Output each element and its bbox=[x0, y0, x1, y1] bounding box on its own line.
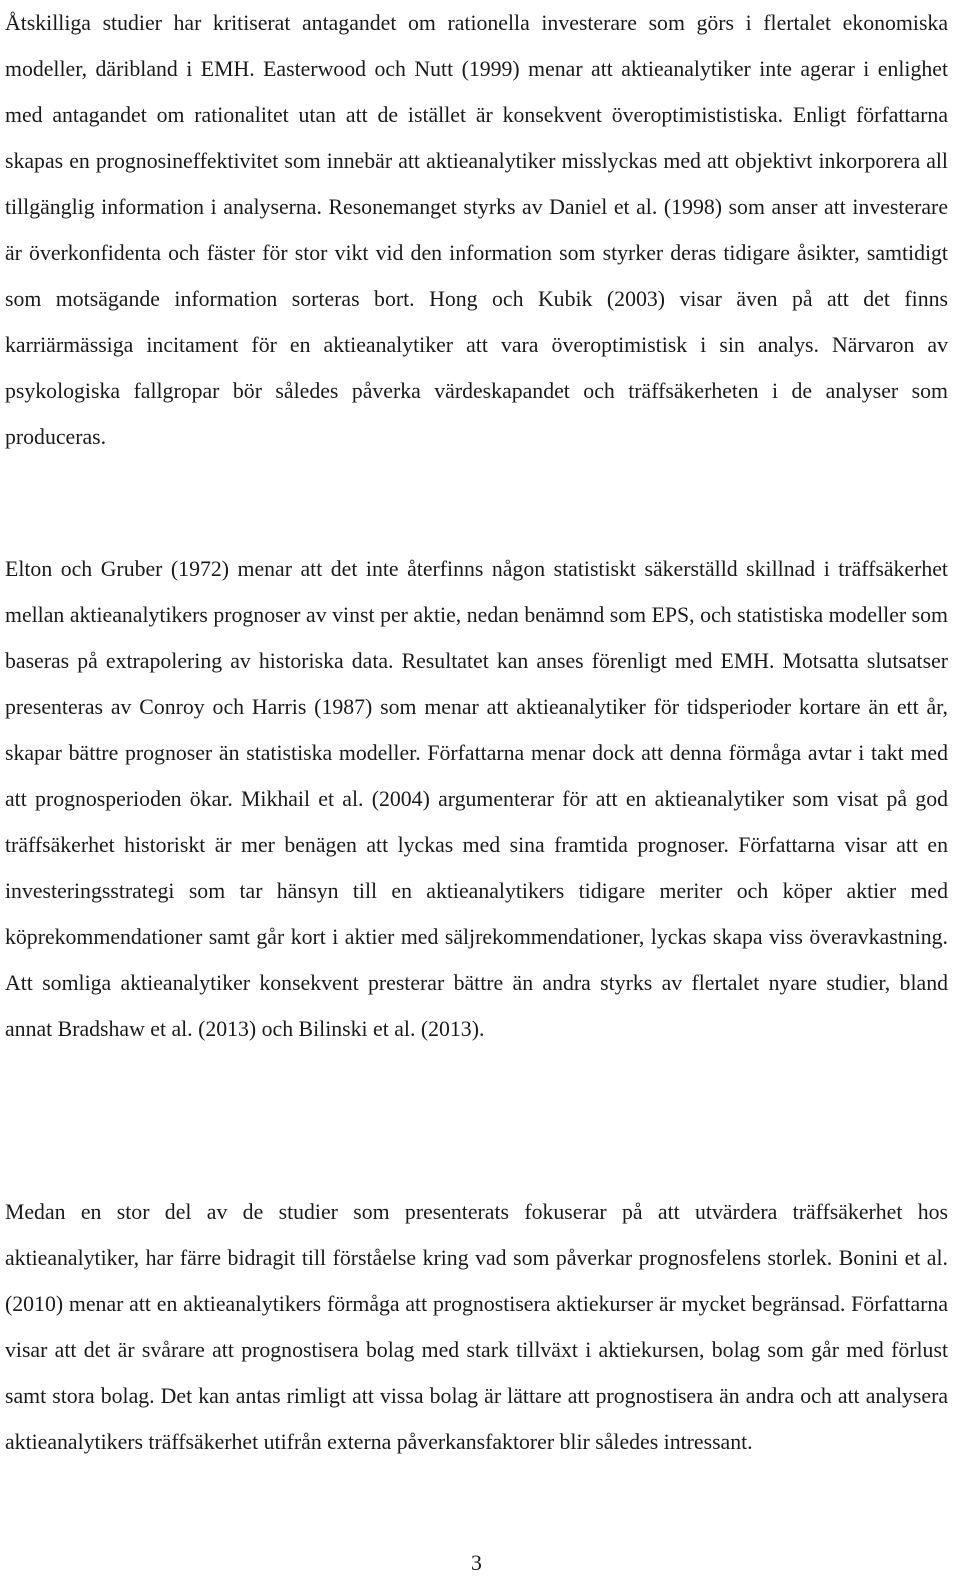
paragraph-1: Åtskilliga studier har kritiserat antagandet om rationella investerare som görs i flertalet ekonomiska modeller, däribland i EMH. Easterwood och Nutt (1999) menar att aktieanalytiker inte agerar i enlighet med antagandet om rationalitet utan att de istället är konsekvent överoptimististiska. Enligt författarna skapas en prognosineffektivitet som innebär att aktieanalytiker misslyckas med att objektivt inkorporera all tillgänglig information i analyserna. Resonemanget styrks av Daniel et al. (1998) som anser att investerare är överkonfidenta och fäster för stor vikt vid den information som styrker deras tidigare åsikter, samtidigt som motsägande information sorteras bort. Hong och Kubik (2003) visar även på att det finns karriärmässiga incitament för en aktieanalytiker att vara överoptimistisk i sin analys. Närvaron av psykologiska fallgropar bör således påverka värdeskapandet och träffsäkerheten i de analyser som produceras. bbox=[5, 11, 948, 449]
paragraph-3: Medan en stor del av de studier som presenterats fokuserar på att utvärdera träffsäkerhet hos aktieanalytiker, har färre bidragit till förståelse kring vad som påverkar prognosfelens storlek. Bonini et al. (2010) menar att en aktieanalytikers förmåga att prognostisera aktiekurser är mycket begränsad. Författarna visar att det är svårare att prognostisera bolag med stark tillväxt i aktiekursen, bolag som går med förlust samt stora bolag. Det kan antas rimligt att vissa bolag är lättare att prognostisera än andra och att analysera aktieanalytikers träffsäkerhet utifrån externa påverkansfaktorer blir således intressant. bbox=[5, 1200, 948, 1454]
page-number: 3 bbox=[471, 1551, 482, 1575]
paragraph-2: Elton och Gruber (1972) menar att det inte återfinns någon statistiskt säkerställd skillnad i träffsäkerhet mellan aktieanalytikers prognoser av vinst per aktie, nedan benämnd som EPS, och statistiska modeller som baseras på extrapolering av historiska data. Resultatet kan anses förenligt med EMH. Motsatta slutsatser presenteras av Conroy och Harris (1987) som menar att aktieanalytiker för tidsperioder kortare än ett år, skapar bättre prognoser än statistiska modeller. Författarna menar dock att denna förmåga avtar i takt med att prognosperioden ökar. Mikhail et al. (2004) argumenterar för att en aktieanalytiker som visat på god träffsäkerhet historiskt är mer benägen att lyckas med sina framtida prognoser. Författarna visar att en investeringsstrategi som tar hänsyn till en aktieanalytikers tidigare meriter och köper aktier med köprekommendationer samt går kort i aktier med säljrekommendationer, lyckas skapa viss överavkastning. Att somliga aktieanalytiker konsekvent presterar bättre än andra styrks av flertalet nyare studier, bland annat Bradshaw et al. (2013) och Bilinski et al. (2013). bbox=[5, 557, 948, 1041]
